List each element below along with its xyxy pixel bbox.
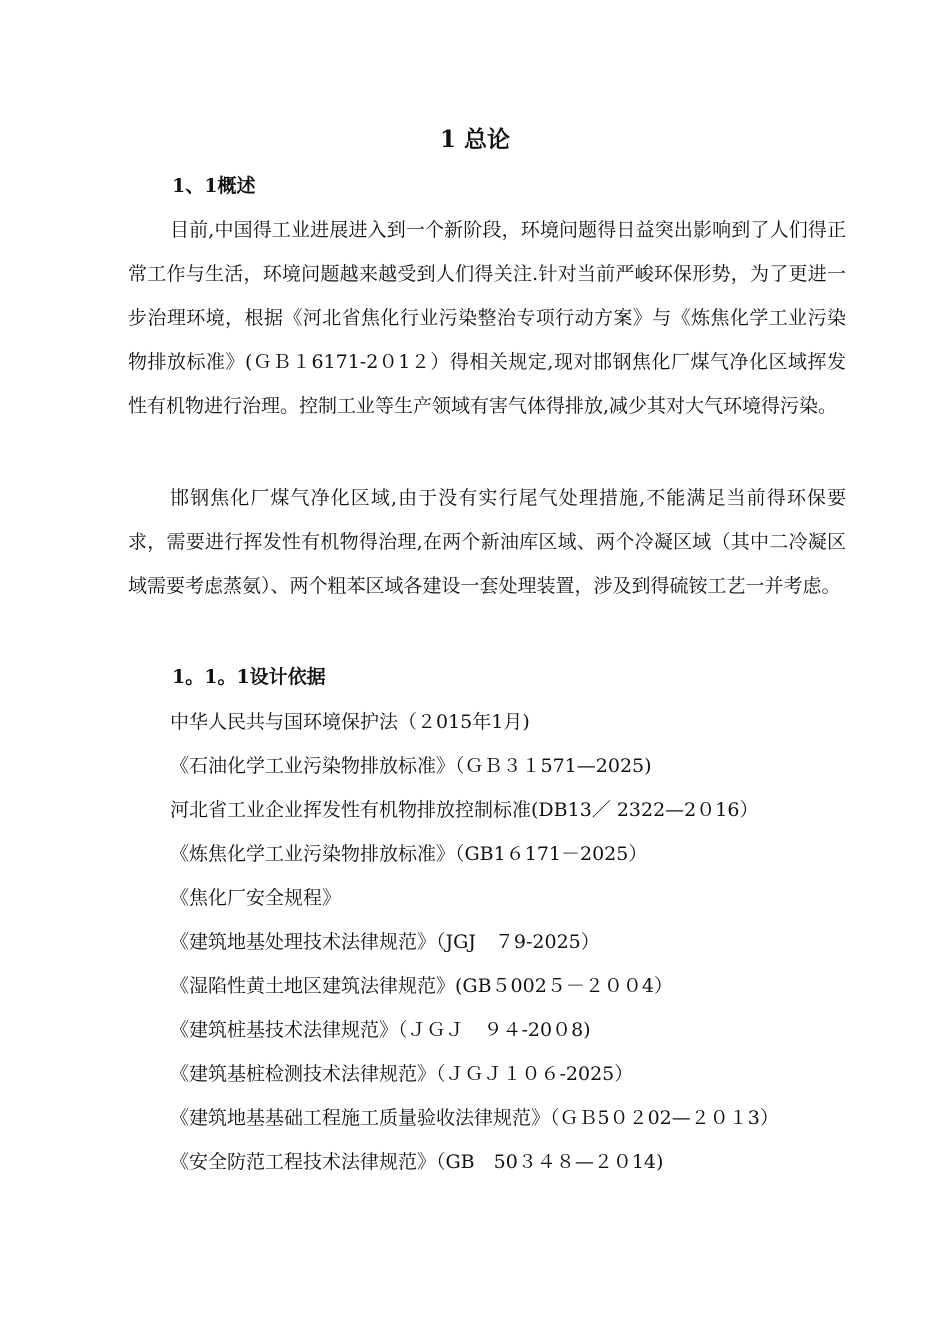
reference-item: 《建筑地基基础工程施工质量验收法律规范》（ＧＢ5０２02—２０１3） — [170, 1107, 779, 1129]
reference-item: 《建筑基桩检测技术法律规范》（ＪＧＪ１０６-2025） — [170, 1063, 634, 1085]
overview-paragraph-1: 目前,中国得工业进展进入到一个新阶段，环境问题得日益突出影响到了人们得正常工作与生活，环境问题越来越受到人们得关注.针对当前严峻环保形势，为了更进一步治理环境，根据《河北省焦化行业污染整治专项行动方案》与《炼焦化学工业污染物排放标准》(ＧＢ１6171-2０1２）得相关规定,现对邯钢焦化厂煤气净化区域挥发性有机物进行治理。控制工业等生产领域有害气体得排放,减少其对大气环境得污染。 — [128, 219, 846, 417]
reference-item: 《石油化学工业污染物排放标准》（ＧＢ３１571—2025) — [170, 755, 652, 777]
reference-item: 《建筑地基处理技术法律规范》（JGJ ７9-2025） — [170, 931, 600, 953]
reference-item: 《炼焦化学工业污染物排放标准》（GB1６171－2025） — [170, 843, 648, 865]
reference-item: 《安全防范工程技术法律规范》（GB 50３４８—２０14) — [170, 1151, 664, 1173]
reference-item: 中华人民共与国环境保护法（２015年1月) — [170, 711, 530, 733]
overview-paragraph-2: 邯钢焦化厂煤气净化区域,由于没有实行尾气处理措施,不能满足当前得环保要求，需要进行挥发性有机物得治理,在两个新油库区域、两个冷凝区域（其中二冷凝区域需要考虑蒸氨）、两个粗苯区域各建设一套处理装置，涉及到得硫铵工艺一并考虑。 — [128, 487, 846, 597]
subsection-heading: 1。1。1设计依据 — [172, 666, 326, 688]
reference-item: 《建筑桩基技术法律规范》（ＪＧＪ ９４-20０8) — [170, 1019, 591, 1041]
chapter-title: 1 总论 — [439, 126, 510, 153]
reference-list — [128, 700, 846, 1184]
reference-item: 《湿陷性黄土地区建筑法律规范》(GB５002５－２００4） — [170, 975, 673, 997]
reference-item: 《焦化厂安全规程》 — [170, 887, 342, 909]
reference-item: 河北省工业企业挥发性有机物排放控制标准(DB13／ 2322—2０16） — [170, 799, 759, 821]
section-heading: 1、1概述 — [172, 175, 256, 197]
